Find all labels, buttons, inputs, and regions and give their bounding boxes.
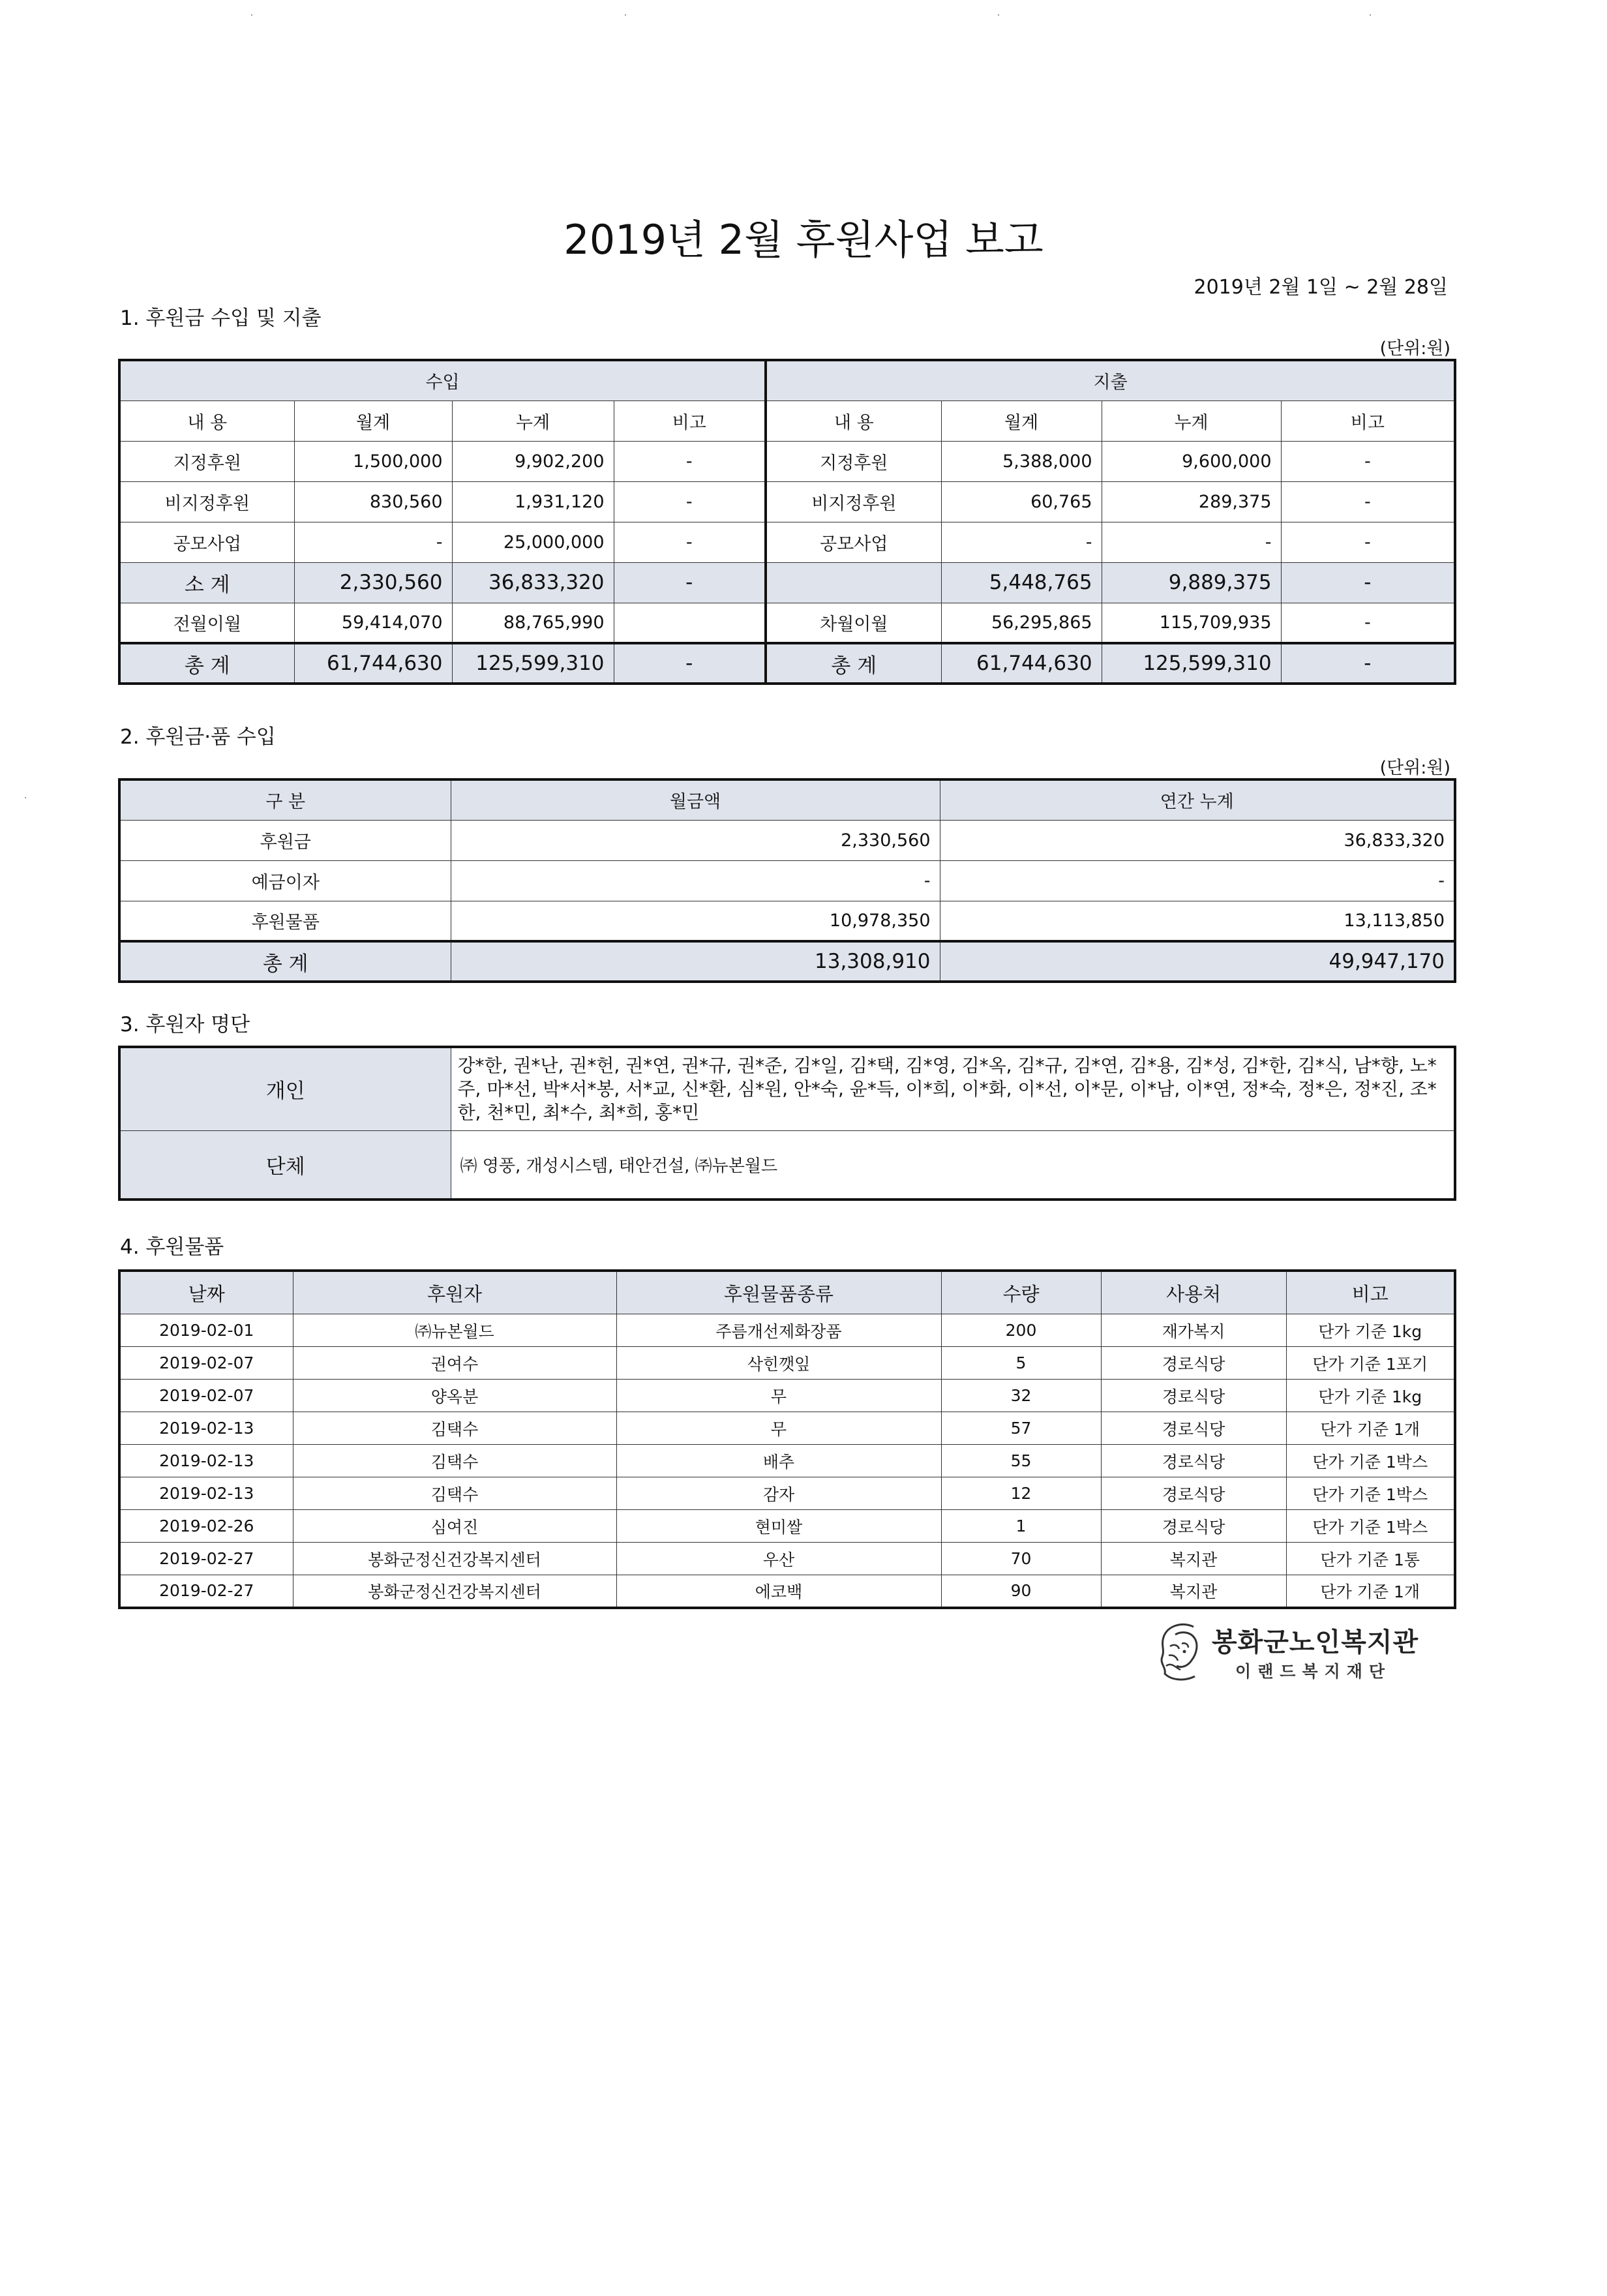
column-header: 내 용 [766,400,941,441]
column-header: 비고 [1286,1271,1455,1314]
individual-donors-row [119,1047,1455,1130]
table-cell: - [614,562,766,603]
table-cell: 우산 [616,1543,941,1575]
unit-label: (단위:원) [1379,339,1450,359]
column-header: 연간 누계 [940,779,1455,820]
table-cell: 12 [941,1477,1101,1510]
table-cell: 경로식당 [1101,1477,1286,1510]
table-row [119,1477,1455,1510]
table-cell: 90 [941,1575,1101,1608]
table-cell: 현미쌀 [616,1510,941,1543]
table-cell: 예금이자 [119,860,451,901]
scan-mark [1370,14,1371,16]
table-cell: 2019-02-07 [119,1347,293,1380]
table-cell: 경로식당 [1101,1347,1286,1380]
donated-goods-table [118,1269,1456,1609]
column-header: 비고 [1281,400,1455,441]
table-cell: 10,978,350 [451,901,940,941]
table-cell: 5 [941,1347,1101,1380]
table-cell: 49,947,170 [940,941,1455,982]
table-cell: 1,500,000 [294,441,452,481]
table-cell: 5,388,000 [941,441,1102,481]
table-cell: - [1281,562,1455,603]
unit-label: (단위:원) [1379,758,1450,778]
section-heading-donor-list: 3. 후원자 명단 [120,1013,250,1036]
table-cell: 9,902,200 [452,441,614,481]
table-cell: 2019-02-13 [119,1412,293,1445]
table-row [119,1575,1455,1608]
table-cell: 2,330,560 [451,820,940,860]
column-header: 월계 [294,400,452,441]
table-row [119,1314,1455,1347]
table-cell: 단가 기준 1박스 [1286,1477,1455,1510]
table-cell: 88,765,990 [452,603,614,643]
table-cell: 총 계 [766,643,941,684]
table-cell: 200 [941,1314,1101,1347]
table-cell: - [1102,522,1281,562]
table-cell: 830,560 [294,481,452,522]
donor-list-table [118,1046,1456,1201]
table-row [119,1510,1455,1543]
total-row [119,643,1455,684]
table-cell: 전월이월 [119,603,294,643]
table-cell: - [1281,522,1455,562]
table-header-row [119,400,1455,441]
scan-mark [625,14,626,16]
table-cell: 2019-02-27 [119,1543,293,1575]
table-cell: 김택수 [293,1477,616,1510]
table-cell: 김택수 [293,1445,616,1477]
table-cell [614,603,766,643]
table-row [119,1347,1455,1380]
table-cell: - [614,441,766,481]
column-header: 후원자 [293,1271,616,1314]
table-row [119,1412,1455,1445]
section-heading-income-expense: 1. 후원금 수입 및 지출 [120,307,322,330]
page-title: 2019년 2월 후원사업 보고 [563,216,1044,264]
table-cell: 55 [941,1445,1101,1477]
group-label: 단체 [119,1130,451,1200]
scan-mark [25,797,26,798]
table-cell: 13,113,850 [940,901,1455,941]
table-cell: - [940,860,1455,901]
table-cell: 2019-02-07 [119,1380,293,1412]
table-cell: 단가 기준 1통 [1286,1543,1455,1575]
table-cell: 경로식당 [1101,1445,1286,1477]
table-cell: 단가 기준 1박스 [1286,1510,1455,1543]
table-cell: 125,599,310 [1102,643,1281,684]
table-cell: 삭힌깻잎 [616,1347,941,1380]
elder-face-logo-icon [1156,1620,1209,1683]
table-cell: 총 계 [119,941,451,982]
table-cell: 봉화군정신건강복지센터 [293,1543,616,1575]
table-cell: - [941,522,1102,562]
column-header: 누계 [1102,400,1281,441]
table-row [119,1380,1455,1412]
table-row [119,1543,1455,1575]
table-cell: 57 [941,1412,1101,1445]
table-row [119,481,1455,522]
table-cell: 2019-02-26 [119,1510,293,1543]
table-cell: 무 [616,1412,941,1445]
table-row [119,1445,1455,1477]
column-header: 후원물품종류 [616,1271,941,1314]
table-cell: 에코백 [616,1575,941,1608]
table-cell: ㈜뉴본월드 [293,1314,616,1347]
table-cell: 61,744,630 [941,643,1102,684]
report-period: 2019년 2월 1일 ~ 2월 28일 [1194,276,1448,299]
table-cell: 지정후원 [119,441,294,481]
table-cell: 지정후원 [766,441,941,481]
income-group-label: 수입 [119,360,766,400]
table-cell: 단가 기준 1개 [1286,1412,1455,1445]
table-cell: 13,308,910 [451,941,940,982]
column-header: 사용처 [1101,1271,1286,1314]
table-header-row [119,1271,1455,1314]
table-cell: 단가 기준 1포기 [1286,1347,1455,1380]
table-cell: 경로식당 [1101,1380,1286,1412]
table-cell: 복지관 [1101,1543,1286,1575]
table-cell: 125,599,310 [452,643,614,684]
table-cell: 심여진 [293,1510,616,1543]
organization-foundation: 이랜드복지재단 [1235,1662,1392,1681]
group-donor-names: ㈜ 영풍, 개성시스템, 태안건설, ㈜뉴본월드 [451,1130,1455,1200]
table-cell: - [1281,481,1455,522]
table-cell: 양옥분 [293,1380,616,1412]
table-cell: 36,833,320 [940,820,1455,860]
individual-label: 개인 [119,1047,451,1130]
table-row [119,522,1455,562]
table-cell: 비지정후원 [766,481,941,522]
table-cell: 단가 기준 1kg [1286,1380,1455,1412]
table-cell: 2019-02-27 [119,1575,293,1608]
group-donors-row [119,1130,1455,1200]
table-cell: 총 계 [119,643,294,684]
section-heading-donation-income: 2. 후원금·품 수입 [120,725,276,749]
table-cell: 36,833,320 [452,562,614,603]
table-cell: 무 [616,1380,941,1412]
table-cell: 단가 기준 1박스 [1286,1445,1455,1477]
table-cell: - [1281,441,1455,481]
table-cell: 1 [941,1510,1101,1543]
column-header: 날짜 [119,1271,293,1314]
column-header: 비고 [614,400,766,441]
table-cell: 25,000,000 [452,522,614,562]
table-cell: 9,600,000 [1102,441,1281,481]
table-group-header [119,360,1455,400]
column-header: 수량 [941,1271,1101,1314]
total-row [119,941,1455,982]
table-row [119,860,1455,901]
donation-income-table [118,778,1456,983]
table-cell: 5,448,765 [941,562,1102,603]
table-cell: - [1281,603,1455,643]
table-cell: 공모사업 [766,522,941,562]
table-cell: 70 [941,1543,1101,1575]
table-cell: - [614,522,766,562]
section-heading-donated-goods: 4. 후원물품 [120,1235,224,1259]
column-header: 월계 [941,400,1102,441]
table-cell: - [614,643,766,684]
table-cell: 32 [941,1380,1101,1412]
table-cell: 단가 기준 1개 [1286,1575,1455,1608]
table-cell: 1,931,120 [452,481,614,522]
table-cell: 2,330,560 [294,562,452,603]
table-row [119,603,1455,643]
table-cell: 289,375 [1102,481,1281,522]
table-cell [766,562,941,603]
table-cell: 61,744,630 [294,643,452,684]
table-cell: 소 계 [119,562,294,603]
scan-mark [998,14,999,16]
table-cell: 복지관 [1101,1575,1286,1608]
table-cell: - [1281,643,1455,684]
table-cell: 봉화군정신건강복지센터 [293,1575,616,1608]
table-cell: 재가복지 [1101,1314,1286,1347]
table-cell: 56,295,865 [941,603,1102,643]
table-cell: - [614,481,766,522]
table-cell: 9,889,375 [1102,562,1281,603]
table-cell: 59,414,070 [294,603,452,643]
table-row [119,441,1455,481]
subtotal-row [119,562,1455,603]
income-expense-table [118,359,1456,685]
column-header: 내 용 [119,400,294,441]
table-cell: 비지정후원 [119,481,294,522]
table-cell: 60,765 [941,481,1102,522]
table-cell: 후원물품 [119,901,451,941]
table-cell: 2019-02-01 [119,1314,293,1347]
table-cell: 김택수 [293,1412,616,1445]
table-cell: 115,709,935 [1102,603,1281,643]
table-cell: 2019-02-13 [119,1445,293,1477]
table-cell: 공모사업 [119,522,294,562]
table-row [119,820,1455,860]
table-cell: 주름개선제화장품 [616,1314,941,1347]
expense-group-label: 지출 [766,360,1455,400]
organization-name: 봉화군노인복지관 [1212,1627,1419,1657]
table-cell: - [451,860,940,901]
table-cell: 후원금 [119,820,451,860]
individual-donor-names: 강*한, 권*난, 권*헌, 권*연, 권*규, 권*준, 김*일, 김*택, 김*영, 김*옥, 김*규, 김*연, 김*용, 김*성, 김*한, 김*식, 남*향, 노*주, 마*선, 박*서*봉, 서*교, 신*환, 심*원, 안*숙, 윤*득, 이*희, 이*화, 이*선, 이*문, 이*남, 이*연, 정*숙, 정*은, 정*진, 조*한, 천*민, 최*수, 최*희, 홍*민 [451,1047,1455,1130]
table-row [119,901,1455,941]
table-cell: 차월이월 [766,603,941,643]
scan-mark [251,14,252,16]
column-header: 누계 [452,400,614,441]
column-header: 구 분 [119,779,451,820]
table-cell: 단가 기준 1kg [1286,1314,1455,1347]
table-cell: 경로식당 [1101,1510,1286,1543]
column-header: 월금액 [451,779,940,820]
table-cell: - [294,522,452,562]
table-cell: 권여수 [293,1347,616,1380]
table-cell: 경로식당 [1101,1412,1286,1445]
table-cell: 배추 [616,1445,941,1477]
table-cell: 2019-02-13 [119,1477,293,1510]
table-header-row [119,779,1455,820]
table-cell: 감자 [616,1477,941,1510]
